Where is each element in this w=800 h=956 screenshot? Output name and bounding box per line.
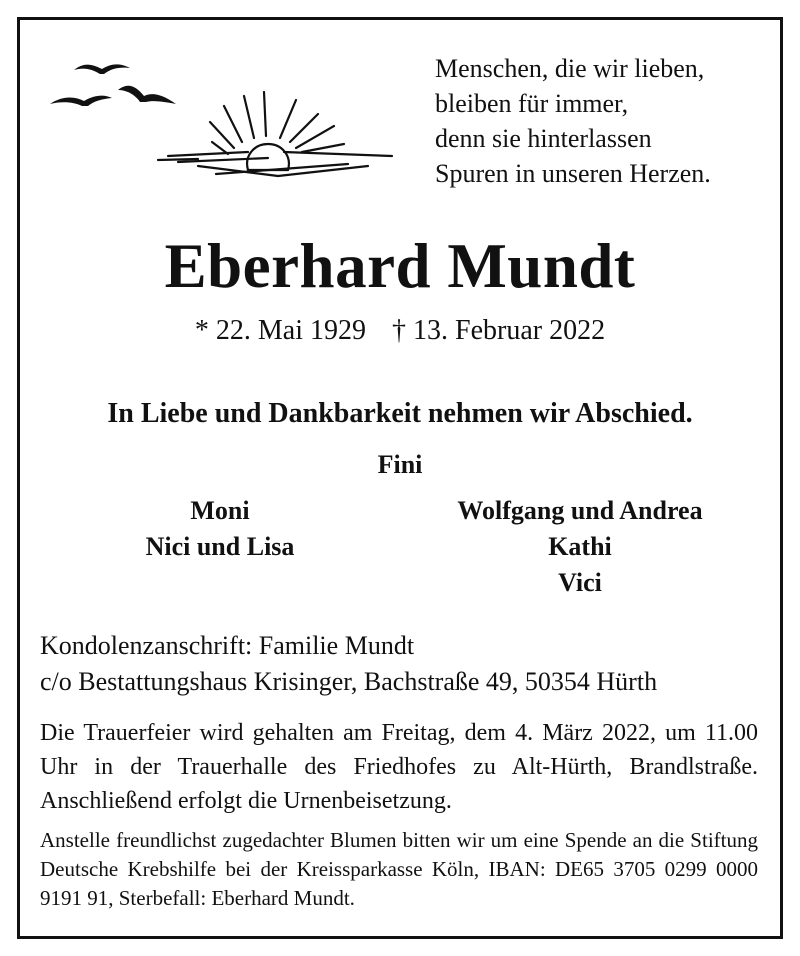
address-line: Kondolenzanschrift: Familie Mundt: [40, 631, 415, 660]
bird-icon: [74, 64, 130, 74]
death-date: † 13. Februar 2022: [392, 315, 606, 346]
bird-icon: [118, 86, 176, 104]
condolence-address: [40, 628, 657, 700]
birth-date: * 22. Mai 1929: [194, 315, 367, 346]
family-member: Nici und Lisa: [145, 532, 295, 561]
quote-line: Menschen, die wir lieben,: [435, 54, 705, 83]
bird-icon: [50, 96, 112, 106]
family-left-column: [90, 493, 350, 565]
sunset-birds-illustration: [48, 52, 400, 192]
donation-info: Anstelle freundlichst zugedachter Blumen bitten wir um eine Spende an die Stiftung Deutsche Krebshilfe bei der Kreissparkasse Köln, IBAN: DE65 3705 0299 0000 9191 91, Sterbefall: Eberhard Mundt.: [40, 828, 758, 910]
family-member: Vici: [558, 568, 602, 597]
family-main: Fini: [377, 450, 423, 479]
farewell-line: In Liebe und Dankbarkeit nehmen wir Abschied.: [107, 398, 693, 429]
life-dates: [0, 312, 800, 350]
family-right-column: [420, 493, 740, 601]
family-member: Moni: [190, 496, 250, 525]
quote-line: bleiben für immer,: [435, 89, 629, 118]
family-member: Kathi: [548, 532, 612, 561]
deceased-name: Eberhard Mundt: [164, 231, 636, 301]
quote-line: Spuren in unseren Herzen.: [435, 159, 711, 188]
memorial-quote: [435, 51, 775, 191]
ceremony-info: Die Trauerfeier wird gehalten am Freitag, dem 4. März 2022, um 11.00 Uhr in der Trauerhalle des Friedhofes zu Alt-Hürth, Brandlstraße. Anschließend erfolgt die Urnenbeisetzung.: [40, 720, 758, 814]
family-member: Wolfgang und Andrea: [457, 496, 703, 525]
quote-line: denn sie hinterlassen: [435, 124, 652, 153]
address-line: c/o Bestattungshaus Krisinger, Bachstraße 49, 50354 Hürth: [40, 667, 658, 696]
